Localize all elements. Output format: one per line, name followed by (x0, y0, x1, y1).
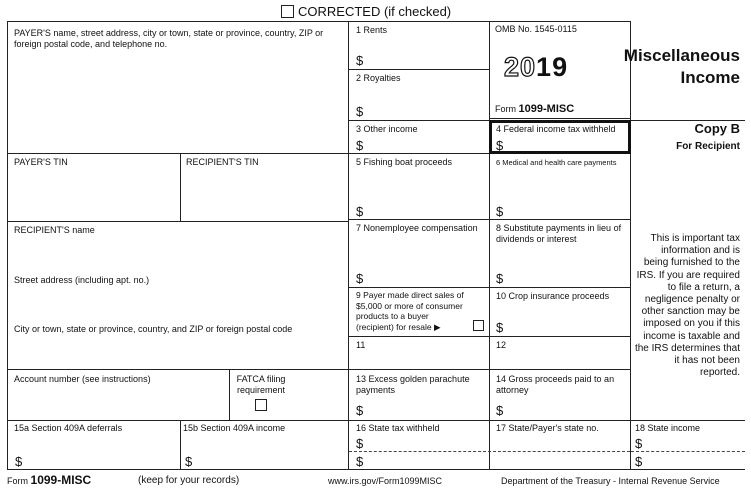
box-15b-dollar: $ (185, 454, 193, 469)
line-left-369 (7, 369, 348, 370)
street-address-label: Street address (including apt. no.) (14, 275, 150, 285)
recipient-tin-field[interactable] (181, 170, 347, 220)
divider-15 (180, 420, 181, 469)
form-name-top (495, 104, 574, 115)
line-b1-b2 (348, 69, 489, 70)
box-7-label: 7 Nonemployee compensation (356, 223, 478, 233)
footer-url: www.irs.gov/Form1099MISC (328, 476, 443, 486)
for-recipient-label: For Recipient (676, 141, 740, 152)
omb-number: OMB No. 1545-0115 (495, 24, 577, 34)
line-left-153 (7, 153, 348, 154)
line-mid-336 (348, 336, 630, 337)
recipient-name-label: RECIPIENT'S name (14, 225, 95, 235)
box-13-field[interactable] (368, 398, 486, 418)
line-mid-219 (348, 219, 630, 220)
box-16-field-1[interactable] (368, 434, 486, 450)
box-4-field[interactable] (508, 136, 626, 152)
payer-name-field[interactable] (8, 52, 347, 152)
form-prefix-top: Form (495, 104, 516, 114)
box-8-field[interactable] (508, 248, 626, 286)
fatca-checkbox[interactable] (255, 399, 267, 411)
box-13-dollar: $ (356, 403, 364, 418)
box-5-label: 5 Fishing boat proceeds (356, 157, 453, 167)
box-4-dollar: $ (496, 138, 504, 153)
box-4-label: 4 Federal income tax withheld (496, 124, 616, 134)
box-14-label: 14 Gross proceeds paid to an attorney (496, 374, 615, 395)
account-number-field[interactable] (8, 387, 228, 419)
box-1-label: 1 Rents (356, 25, 388, 35)
tax-year (504, 53, 568, 81)
form-top-border (7, 21, 630, 22)
line-mid-287 (348, 287, 630, 288)
box-11-label: 11 (356, 340, 366, 350)
box-18-field-2[interactable] (647, 452, 743, 468)
line-mid-369 (348, 369, 630, 370)
divider-fatca (229, 369, 230, 420)
divider-right-col (630, 21, 631, 469)
box-2-dollar: $ (356, 104, 364, 119)
box-18-label: 18 State income (635, 423, 701, 433)
form-title-line1: Miscellaneous (623, 46, 740, 65)
box-18-dollar-2: $ (635, 454, 643, 469)
divider-mid-col (489, 21, 490, 469)
box-18-dollar-1: $ (635, 436, 643, 451)
footer-form-prefix: Form (7, 476, 28, 486)
payer-tin-label: PAYER'S TIN (14, 157, 68, 167)
copy-label: Copy B (694, 121, 740, 136)
box-12-field[interactable] (508, 340, 626, 368)
box-8-label: 8 Substitute payments in lieu of dividends or interest (496, 223, 622, 244)
tax-year-suffix: 19 (536, 52, 569, 82)
corrected-checkbox[interactable] (281, 5, 294, 18)
box-3-field[interactable] (368, 136, 486, 152)
box-10-field[interactable] (508, 303, 626, 335)
box-16-label: 16 State tax withheld (356, 423, 440, 433)
divider-left-col (348, 21, 349, 469)
box-1-dollar: $ (356, 53, 364, 68)
footer-keep-records: (keep for your records) (138, 475, 240, 486)
box-9-checkbox[interactable] (473, 320, 484, 331)
box-16-dollar-2: $ (356, 454, 364, 469)
box-5-dollar: $ (356, 204, 364, 219)
box-14-field[interactable] (508, 398, 626, 418)
payer-name-label: PAYER'S name, street address, city or town, state or province, country, ZIP or foreign postal code, and telephone no. (14, 28, 324, 49)
account-number-label: Account number (see instructions) (14, 374, 151, 384)
line-left-420 (7, 420, 348, 421)
box-9-label: 9 Payer made direct sales of $5,000 or more of consumer products to a buyer (recipient) for resale ▶ (356, 290, 464, 332)
box-18-field-1[interactable] (647, 434, 743, 450)
box-7-field[interactable] (368, 236, 486, 286)
footer-form-number: 1099-MISC (30, 473, 92, 487)
box-6-label: 6 Medical and health care payments (496, 158, 617, 167)
box-17-field-1[interactable] (494, 434, 628, 450)
important-tax-notice: This is important tax information and is being furnished to the IRS. If you are required to file a return, a negligence penalty or other sanction may be imposed on you if this income is taxable and the IRS determines that it has not been reported. (634, 233, 740, 379)
line-mid-120 (348, 120, 489, 121)
recipient-tin-label: RECIPIENT'S TIN (186, 157, 259, 167)
box-10-dollar: $ (496, 320, 504, 335)
box-14-dollar: $ (496, 403, 504, 418)
box-17-label: 17 State/Payer's state no. (496, 423, 599, 433)
box-8-dollar: $ (496, 271, 504, 286)
box-6-field[interactable] (508, 170, 626, 218)
box-13-label: 13 Excess golden parachute payments (356, 374, 470, 395)
box-17-field-2[interactable] (494, 452, 628, 468)
box-2-label: 2 Royalties (356, 73, 401, 83)
box-15a-label: 15a Section 409A deferrals (14, 423, 123, 433)
street-address-field[interactable] (8, 287, 347, 317)
box-10-label: 10 Crop insurance proceeds (496, 291, 610, 301)
payer-tin-field[interactable] (8, 170, 179, 220)
box-2-field[interactable] (368, 86, 486, 119)
box-3-dollar: $ (356, 138, 364, 153)
box-12-label: 12 (496, 340, 507, 350)
line-left-221 (7, 221, 348, 222)
corrected-label: CORRECTED (if checked) (298, 4, 452, 19)
box-15a-field[interactable] (26, 440, 176, 468)
box-16-dollar-1: $ (356, 436, 364, 451)
box-1-field[interactable] (368, 38, 486, 68)
form-number-top: 1099-MISC (518, 103, 575, 115)
box-15b-field[interactable] (196, 440, 346, 468)
line-mid-420 (348, 420, 745, 421)
box-16-field-2[interactable] (368, 452, 486, 468)
box-7-dollar: $ (356, 271, 364, 286)
tax-year-prefix: 20 (504, 52, 537, 82)
box-11-field[interactable] (368, 340, 486, 368)
recipient-name-field[interactable] (8, 238, 347, 268)
city-label: City or town, state or province, country, and ZIP or foreign postal code (14, 324, 293, 334)
box-15b-label: 15b Section 409A income (183, 423, 286, 433)
form-title-line2: Income (680, 68, 740, 87)
form-bottom-border (7, 469, 745, 470)
box-6-dollar: $ (496, 204, 504, 219)
box-3-label: 3 Other income (356, 124, 418, 134)
fatca-label: FATCA filing requirement (236, 374, 286, 395)
line-year-form (489, 118, 630, 119)
footer-form-name (7, 474, 91, 488)
footer-department: Department of the Treasury - Internal Revenue Service (501, 476, 720, 486)
box-5-field[interactable] (368, 170, 486, 218)
city-field[interactable] (8, 336, 347, 368)
box-15a-dollar: $ (15, 454, 23, 469)
